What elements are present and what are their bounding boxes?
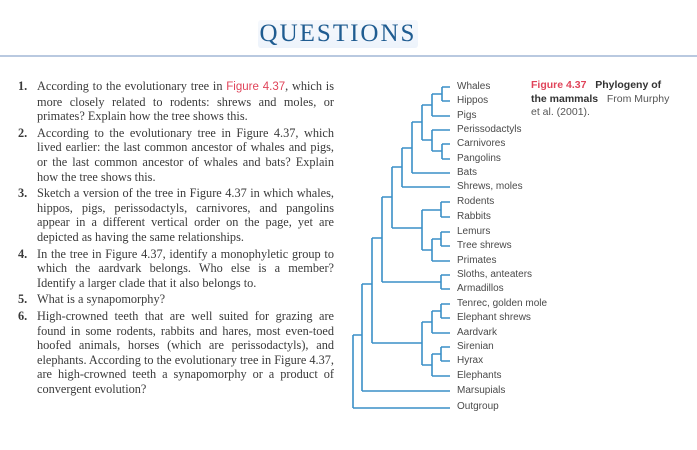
leaf-label-rodents: Rodents: [457, 196, 495, 207]
figure-title: Phylogeny of the mammals: [531, 79, 662, 105]
leaf-label-primates: Primates: [457, 255, 497, 266]
leaf-label-elephants: Elephants: [457, 370, 502, 381]
leaf-label-whales: Whales: [457, 81, 491, 92]
question-text: According to the evolutionary tree in Figure 4.37, which lived earlier: the last common ancestor of whales and pigs, or the last common ancestor of whales and bats? Explain how the tree shows this.: [37, 125, 334, 184]
leaf-label-outgroup: Outgroup: [457, 401, 499, 412]
question-number: 4.: [18, 246, 28, 261]
question-text: High-crowned teeth that are well suited for grazing are found in some rodents, rabbits and hares, most even-toed hoofed animals, horses (which are perissodactyls), and elephants. According to the evolutionary tree in Figure 4.37, are high-crowned teeth a synapomorphy or a product of convergent evolution?: [37, 308, 334, 396]
leaf-label-hyrax: Hyrax: [457, 355, 484, 366]
figure-reference-link[interactable]: Figure 4.37: [226, 81, 286, 93]
leaf-label-shrews-moles: Shrews, moles: [457, 181, 523, 192]
question-text: Sketch a version of the tree in Figure 4.37 in which whales, hippos, pigs, perissodactyls, carnivores, and pangolins appear in a different vertical order on the page, yet are depicted as having the same relationships.: [37, 186, 334, 244]
question-number: 5.: [18, 292, 28, 307]
leaf-label-aardvark: Aardvark: [457, 327, 498, 338]
leaf-label-armadillos: Armadillos: [457, 283, 504, 294]
leaf-label-sloths-anteaters: Sloths, anteaters: [457, 269, 533, 280]
leaf-label-pangolins: Pangolins: [457, 153, 501, 164]
leaf-label-perissodactyls: Perissodactyls: [457, 124, 522, 135]
leaf-label-elephant-shrews: Elephant shrews: [457, 312, 531, 323]
question-text: , which is more closely related to rodents: shrews and moles, or primates? Explain how the tree shows this.: [37, 79, 334, 124]
figure-label: Figure 4.37: [531, 79, 587, 91]
question-text: According to the evolutionary tree in: [37, 79, 227, 93]
question-text: In the tree in Figure 4.37, identify a monophyletic group to which the aardvark belongs. Who else is a member? Identify a larger clade that it also belongs to.: [37, 246, 334, 290]
leaf-label-tree-shrews: Tree shrews: [457, 240, 512, 251]
leaf-label-bats: Bats: [457, 167, 478, 178]
leaf-label-pigs: Pigs: [457, 110, 477, 121]
leaf-label-sirenian: Sirenian: [457, 341, 494, 352]
question-text: What is a synapomorphy?: [37, 292, 166, 307]
question-number: 2.: [18, 125, 28, 140]
leaf-label-carnivores: Carnivores: [457, 138, 506, 149]
question-number: 3.: [18, 186, 28, 201]
question-number: 1.: [18, 79, 28, 93]
leaf-label-marsupials: Marsupials: [457, 385, 506, 396]
leaf-label-rabbits: Rabbits: [457, 211, 491, 222]
page-title: QUESTIONS: [259, 20, 417, 47]
tree-branches: [353, 87, 450, 408]
figure-caption: [531, 79, 671, 120]
question-number: 6.: [18, 308, 28, 323]
figure-source: From Murphy et al. (2001).: [531, 92, 670, 118]
leaf-label-lemurs: Lemurs: [457, 226, 491, 237]
leaf-label-tenrec-golden-mole: Tenrec, golden mole: [457, 298, 548, 309]
leaf-label-hippos: Hippos: [457, 95, 489, 106]
